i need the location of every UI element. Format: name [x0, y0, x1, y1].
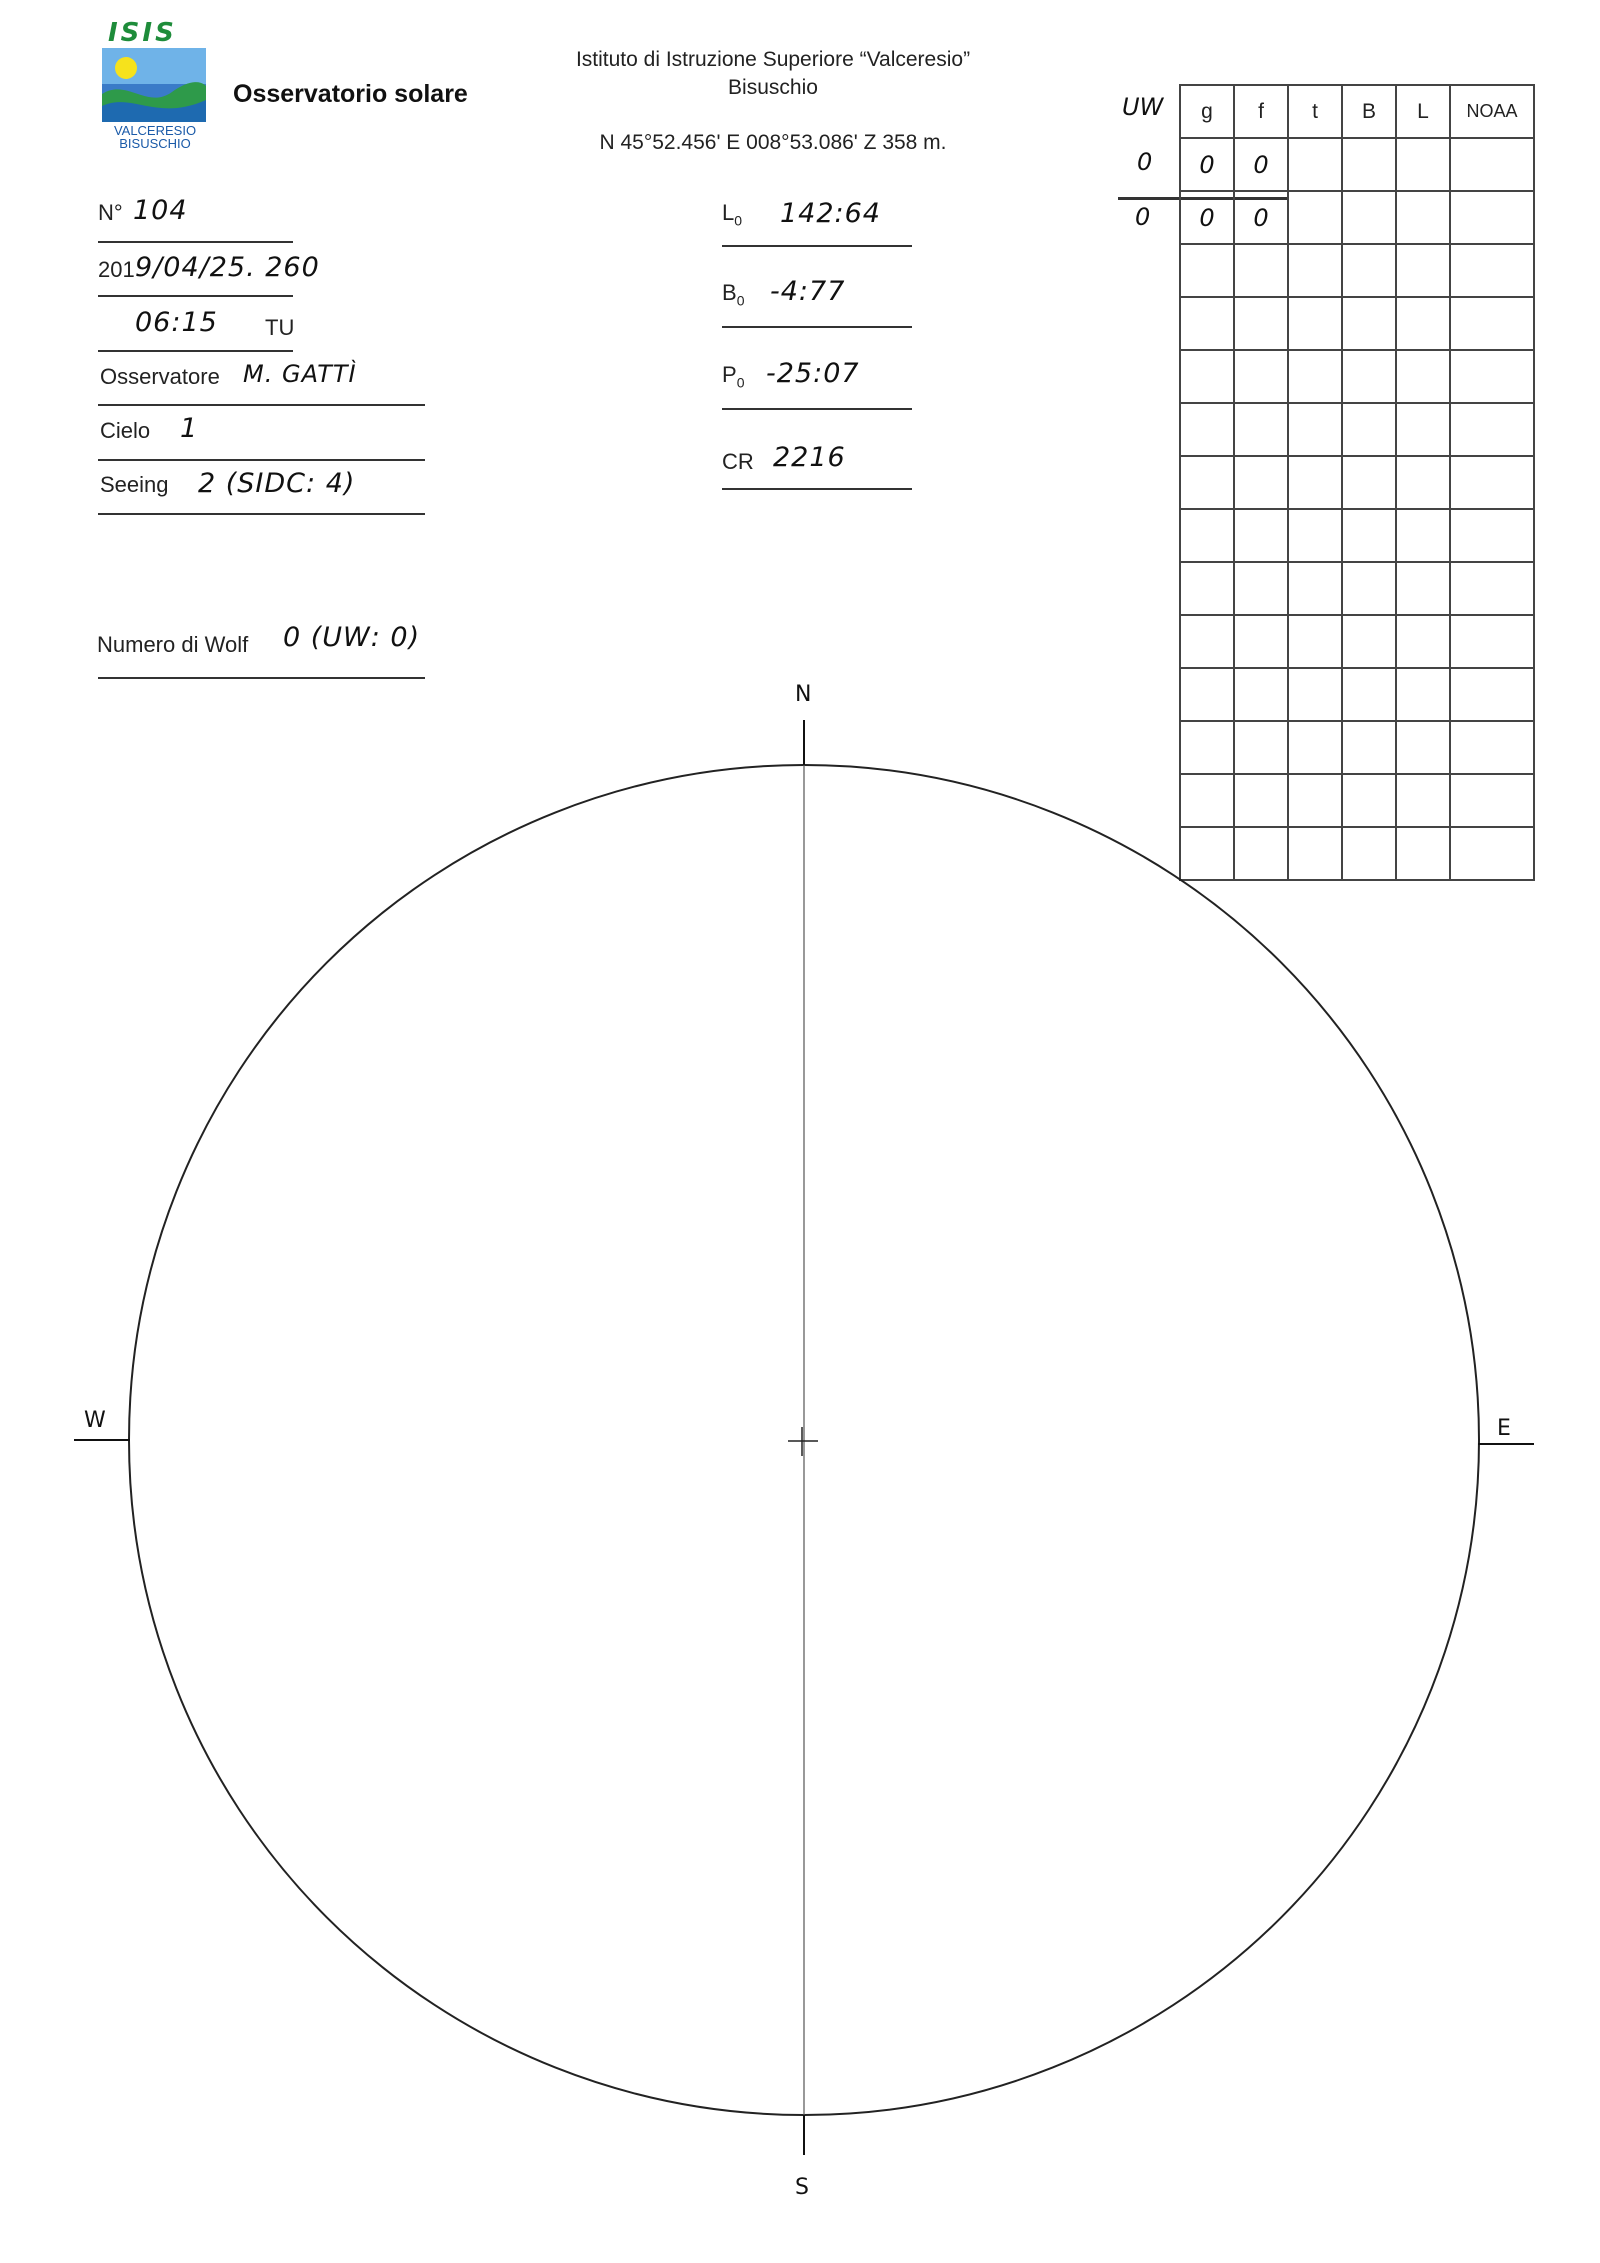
cell [1180, 774, 1234, 827]
col-header-g: g [1180, 85, 1234, 138]
cell [1450, 297, 1534, 350]
cell [1450, 456, 1534, 509]
cr-rule [722, 488, 912, 490]
cell [1288, 244, 1342, 297]
uw-header-label: UW [1122, 93, 1164, 121]
table-row [1180, 244, 1534, 297]
cell-t [1288, 138, 1342, 191]
cell [1288, 668, 1342, 721]
institute-logo [100, 18, 220, 158]
cell [1180, 509, 1234, 562]
cr-value: 2216 [773, 442, 846, 473]
cell [1180, 244, 1234, 297]
cell [1234, 509, 1288, 562]
cell [1180, 456, 1234, 509]
cell [1180, 562, 1234, 615]
cell-l [1396, 191, 1450, 244]
cell [1234, 668, 1288, 721]
table-row [1180, 509, 1534, 562]
sky-value: 1 [180, 413, 199, 444]
wolf-label: Numero di Wolf [97, 632, 249, 657]
col-header-f: f [1234, 85, 1288, 138]
cr-label: CR [722, 449, 754, 474]
p0-subscript: 0 [736, 374, 745, 391]
cell [1180, 403, 1234, 456]
number-label: N° [98, 200, 123, 225]
cell [1342, 668, 1396, 721]
p0-letter: P [722, 362, 737, 387]
cell [1234, 615, 1288, 668]
table-row [1180, 562, 1534, 615]
number-value: 104 [133, 195, 188, 226]
logo-subtitle-2: BISUSCHIO [119, 136, 191, 151]
cell [1180, 297, 1234, 350]
l0-label [722, 200, 742, 228]
cell [1450, 615, 1534, 668]
east-label: E [1497, 1416, 1511, 1441]
cell [1450, 562, 1534, 615]
cell-g: 0 [1180, 191, 1234, 244]
cell [1180, 721, 1234, 774]
west-label: W [84, 1408, 106, 1433]
cell-l [1396, 138, 1450, 191]
cell [1342, 562, 1396, 615]
date-rule [98, 295, 293, 297]
cell [1288, 403, 1342, 456]
uw-row2-value: 0 [1135, 203, 1151, 231]
cell [1396, 456, 1450, 509]
sunspot-table [1179, 84, 1535, 881]
cell [1396, 509, 1450, 562]
cell [1234, 774, 1288, 827]
cell [1180, 827, 1234, 880]
cell [1396, 244, 1450, 297]
wolf-value: 0 (UW: 0) [283, 622, 421, 653]
cell [1450, 350, 1534, 403]
cell-f: 0 [1234, 191, 1288, 244]
cell-f: 0 [1234, 138, 1288, 191]
table-row [1180, 403, 1534, 456]
seeing-label: Seeing [100, 472, 169, 497]
col-header-noaa: NOAA [1450, 85, 1534, 138]
cell [1450, 774, 1534, 827]
p0-value: -25:07 [766, 358, 860, 389]
cell [1234, 403, 1288, 456]
table-row [1180, 191, 1534, 244]
cell [1342, 350, 1396, 403]
b0-subscript: 0 [736, 292, 745, 309]
b0-label [722, 280, 744, 308]
cell [1288, 456, 1342, 509]
north-label: N [795, 682, 812, 707]
cell [1180, 668, 1234, 721]
seeing-value: 2 (SIDC: 4) [198, 468, 356, 499]
logo-wordmark: ISIS [108, 18, 177, 48]
table-row [1180, 721, 1534, 774]
sky-label: Cielo [100, 418, 151, 443]
cell [1396, 297, 1450, 350]
cell [1288, 562, 1342, 615]
observatory-coordinates: N 45°52.456' E 008°53.086' Z 358 m. [599, 131, 947, 154]
cell [1180, 350, 1234, 403]
cell [1396, 615, 1450, 668]
table-row [1180, 138, 1534, 191]
uw-row1-value: 0 [1137, 148, 1153, 176]
cell [1342, 297, 1396, 350]
cell [1450, 403, 1534, 456]
cell [1396, 774, 1450, 827]
logo-emblem [102, 48, 206, 122]
table-row [1180, 774, 1534, 827]
cell [1396, 721, 1450, 774]
cell [1396, 827, 1450, 880]
south-label: S [795, 2175, 809, 2200]
cell [1234, 297, 1288, 350]
date-value: 9/04/25. 260 [135, 252, 320, 283]
col-header-t: t [1288, 85, 1342, 138]
cell [1342, 615, 1396, 668]
cell [1288, 774, 1342, 827]
page-title: Osservatorio solare [233, 80, 468, 108]
cell [1450, 668, 1534, 721]
cell [1234, 721, 1288, 774]
cell [1234, 456, 1288, 509]
cell [1342, 509, 1396, 562]
cell-b [1342, 191, 1396, 244]
number-rule [98, 241, 293, 243]
time-value: 06:15 [135, 307, 218, 338]
sky-rule [98, 459, 425, 461]
time-unit: TU [265, 315, 295, 340]
cell [1180, 615, 1234, 668]
cell [1234, 350, 1288, 403]
table-header-row [1180, 85, 1534, 138]
cell [1396, 350, 1450, 403]
cell [1396, 562, 1450, 615]
cell [1288, 827, 1342, 880]
cell [1396, 668, 1450, 721]
cell [1288, 721, 1342, 774]
l0-letter: L [722, 200, 735, 225]
b0-value: -4:77 [770, 276, 846, 307]
p0-label [722, 362, 744, 390]
cell [1288, 615, 1342, 668]
b0-rule [722, 326, 912, 328]
cell [1450, 244, 1534, 297]
observer-rule [98, 404, 425, 406]
cell [1288, 509, 1342, 562]
l0-value: 142:64 [780, 198, 881, 229]
time-rule [98, 350, 293, 352]
b0-letter: B [722, 280, 737, 305]
cell-t [1288, 191, 1342, 244]
cell [1450, 721, 1534, 774]
cell [1396, 403, 1450, 456]
cell-b [1342, 138, 1396, 191]
cell [1450, 827, 1534, 880]
cell-noaa [1450, 138, 1534, 191]
table-row [1180, 668, 1534, 721]
cell [1342, 244, 1396, 297]
institute-town: Bisuschio [728, 76, 818, 99]
wolf-rule [98, 677, 425, 679]
cell [1288, 350, 1342, 403]
cell [1342, 774, 1396, 827]
l0-rule [722, 245, 912, 247]
cell [1288, 297, 1342, 350]
l0-subscript: 0 [734, 212, 743, 229]
table-row [1180, 615, 1534, 668]
institute-name: Istituto di Istruzione Superiore “Valceresio” [575, 48, 971, 71]
cell [1234, 827, 1288, 880]
cell [1234, 244, 1288, 297]
solar-disk-outline [129, 765, 1479, 2115]
seeing-rule [98, 513, 425, 515]
cell [1342, 403, 1396, 456]
observer-label: Osservatore [100, 364, 220, 389]
logo-subtitle-1: VALCERESIO [113, 123, 197, 138]
table-row [1180, 297, 1534, 350]
table-row [1180, 350, 1534, 403]
col-header-l: L [1396, 85, 1450, 138]
cell [1342, 456, 1396, 509]
cell [1342, 827, 1396, 880]
cell-g: 0 [1180, 138, 1234, 191]
table-row [1180, 456, 1534, 509]
table-row [1180, 827, 1534, 880]
observer-value: M. GATTÌ [243, 360, 357, 388]
cell [1234, 562, 1288, 615]
date-prefix: 201 [98, 257, 135, 282]
col-header-b: B [1342, 85, 1396, 138]
p0-rule [722, 408, 912, 410]
cell [1450, 509, 1534, 562]
cell [1342, 721, 1396, 774]
cell-noaa [1450, 191, 1534, 244]
